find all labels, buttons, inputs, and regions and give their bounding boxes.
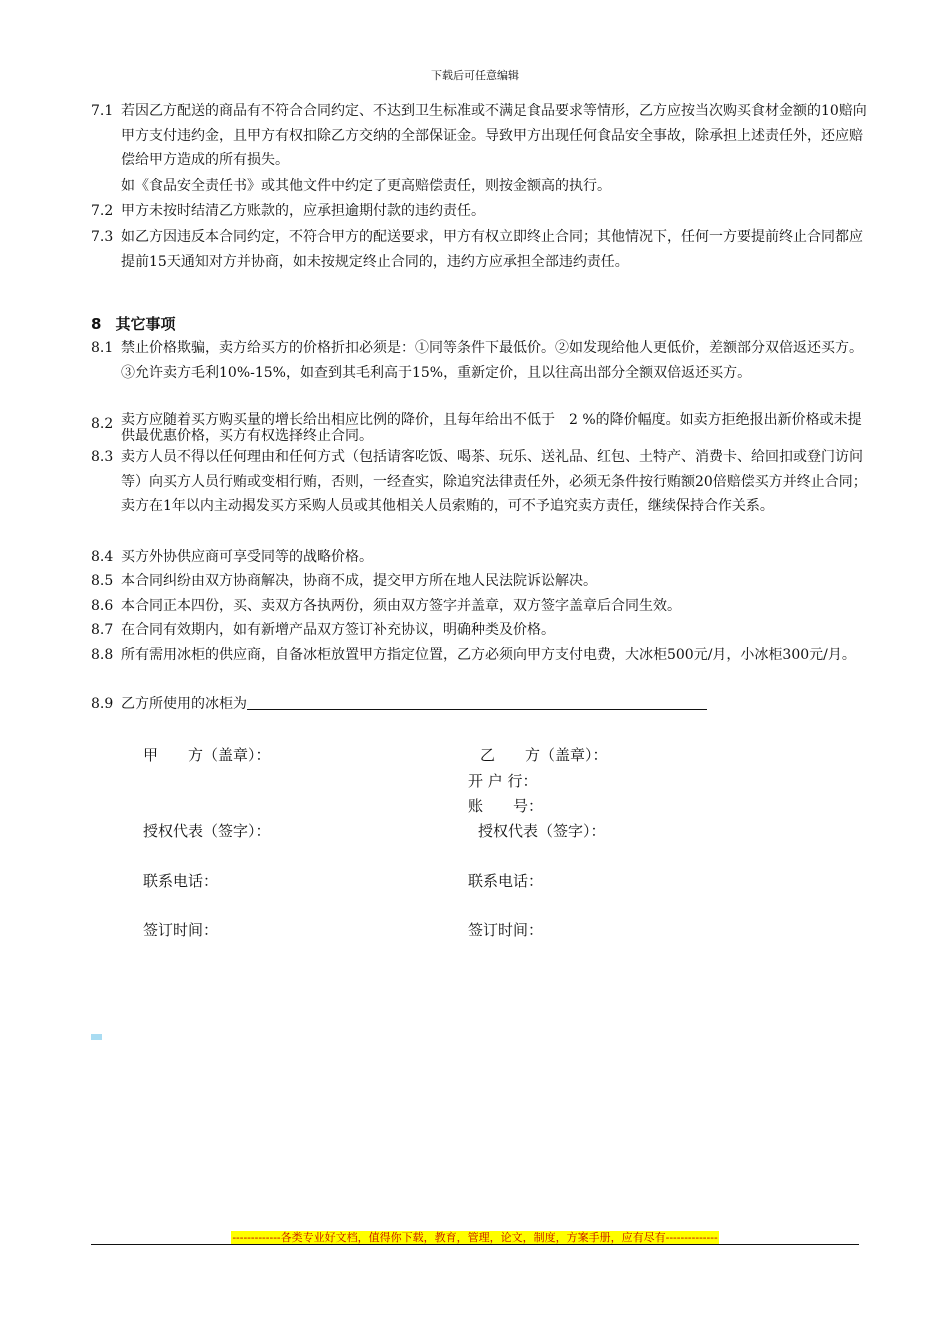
clause-text: 如乙方因违反本合同约定，不符合甲方的配送要求，甲方有权立即终止合同；其他情况下，任何一方要提前终止合同都应提前15天通知对方并协商，如未按规定终止合同的，违约方应承担全部违约责任。 — [121, 229, 863, 270]
party-b-rep-label: 授权代表（签字）： — [478, 822, 606, 840]
party-b-date-label: 签订时间： — [468, 921, 544, 939]
clause-number: 8.6 — [91, 598, 114, 614]
section-title: 其它事项 — [115, 315, 176, 333]
section-number: 8 — [91, 315, 102, 333]
clause-text: 本合同纠纷由双方协商解决，协商不成，提交甲方所在地人民法院诉讼解决。 — [121, 573, 597, 589]
clause-text: 卖方人员不得以任何理由和任何方式（包括请客吃饭、喝茶、玩乐、送礼品、红包、土特产、消费卡、给回扣或登门访问等）向买方人员行贿或变相行贿，否则，一经查实，除追究法律责任外，必须无条件按行贿额20倍赔偿买方并终止合同；卖方在1年以内主动揭发买方采购人员或其他相关人员索贿的，可不予追究卖方责任，继续保持合作关系。 — [121, 449, 867, 514]
party-a-rep-label: 授权代表（签字）： — [143, 822, 271, 840]
account-label: 账 号： — [468, 797, 544, 815]
clause-7-2 — [91, 199, 871, 224]
clause-7-1-extra: 如《食品安全责任书》或其他文件中约定了更高赔偿责任，则按金额高的执行。 — [121, 178, 611, 194]
clause-number: 8.7 — [91, 622, 114, 638]
clause-8-5 — [91, 569, 871, 594]
clause-number: 7.1 — [91, 103, 114, 119]
clause-number: 8.5 — [91, 573, 114, 589]
clause-8-9 — [91, 692, 871, 717]
clause-8-4 — [91, 545, 871, 570]
decorative-marker — [91, 1034, 102, 1040]
clause-number: 7.3 — [91, 229, 114, 245]
clause-number: 8.9 — [91, 696, 114, 712]
bank-label: 开 户 行： — [468, 772, 538, 790]
clause-text: 甲方未按时结清乙方账款的，应承担逾期付款的违约责任。 — [121, 203, 485, 219]
party-a-phone-label: 联系电话： — [143, 872, 219, 890]
page-header: 下载后可任意编辑 — [431, 69, 519, 82]
clause-8-7 — [91, 618, 871, 643]
party-b-seal-label: 乙 方（盖章）： — [480, 746, 608, 764]
party-a-date-label: 签订时间： — [143, 921, 219, 939]
clause-8-6 — [91, 594, 871, 619]
freezer-blank-line[interactable] — [247, 695, 707, 710]
footer-rule — [91, 1244, 859, 1245]
page-footer — [0, 1226, 950, 1245]
clause-8-2 — [91, 411, 871, 444]
clause-8-8 — [91, 643, 871, 668]
clause-number: 8.1 — [91, 340, 114, 356]
clause-text: 乙方所使用的冰柜为 — [121, 696, 247, 712]
clause-text: 所有需用冰柜的供应商，自备冰柜放置甲方指定位置，乙方必须向甲方支付电费，大冰柜500元/月，小冰柜300元/月。 — [121, 647, 856, 663]
clause-7-1 — [91, 99, 871, 173]
clause-7-3 — [91, 225, 871, 274]
clause-text: 卖方应随着买方购买量的增长给出相应比例的降价，且每年给出不低于 2 %的降价幅度。如卖方拒绝报出新价格或未提供最优惠价格，买方有权选择终止合同。 — [121, 412, 862, 444]
clause-text: 买方外协供应商可享受同等的战略价格。 — [121, 549, 373, 565]
clause-number: 8.2 — [91, 416, 114, 432]
clause-text: 若因乙方配送的商品有不符合合同约定、不达到卫生标准或不满足食品要求等情形，乙方应按当次购买食材金额的10赔向甲方支付违约金，且甲方有权扣除乙方交纳的全部保证金。导致甲方出现任何食品安全事故，除承担上述责任外，还应赔偿给甲方造成的所有损失。 — [121, 103, 867, 168]
clause-number: 8.8 — [91, 647, 114, 663]
clause-text: 禁止价格欺骗，卖方给买方的价格折扣必须是：①同等条件下最低价。②如发现给他人更低价，差额部分双倍返还买方。③允许卖方毛利10%-15%，如查到其毛利高于15%，重新定价，且以往高出部分全额双倍返还买方。 — [121, 340, 863, 381]
party-a-seal-label: 甲 方（盖章）： — [143, 746, 271, 764]
clause-text: 本合同正本四份，买、卖双方各执两份，须由双方签字并盖章，双方签字盖章后合同生效。 — [121, 598, 681, 614]
clause-number: 8.4 — [91, 549, 114, 565]
clause-8-1 — [91, 336, 871, 385]
clause-8-3 — [91, 445, 871, 519]
party-b-phone-label: 联系电话： — [468, 872, 544, 890]
clause-text: 在合同有效期内，如有新增产品双方签订补充协议，明确种类及价格。 — [121, 622, 555, 638]
section-8-heading — [91, 313, 175, 334]
footer-banner-text: -------------各类专业好文档，值得你下载，教育，管理，论文，制度，方案手册，应有尽有-------------- — [232, 1231, 718, 1244]
clause-number: 8.3 — [91, 449, 114, 465]
clause-number: 7.2 — [91, 203, 114, 219]
